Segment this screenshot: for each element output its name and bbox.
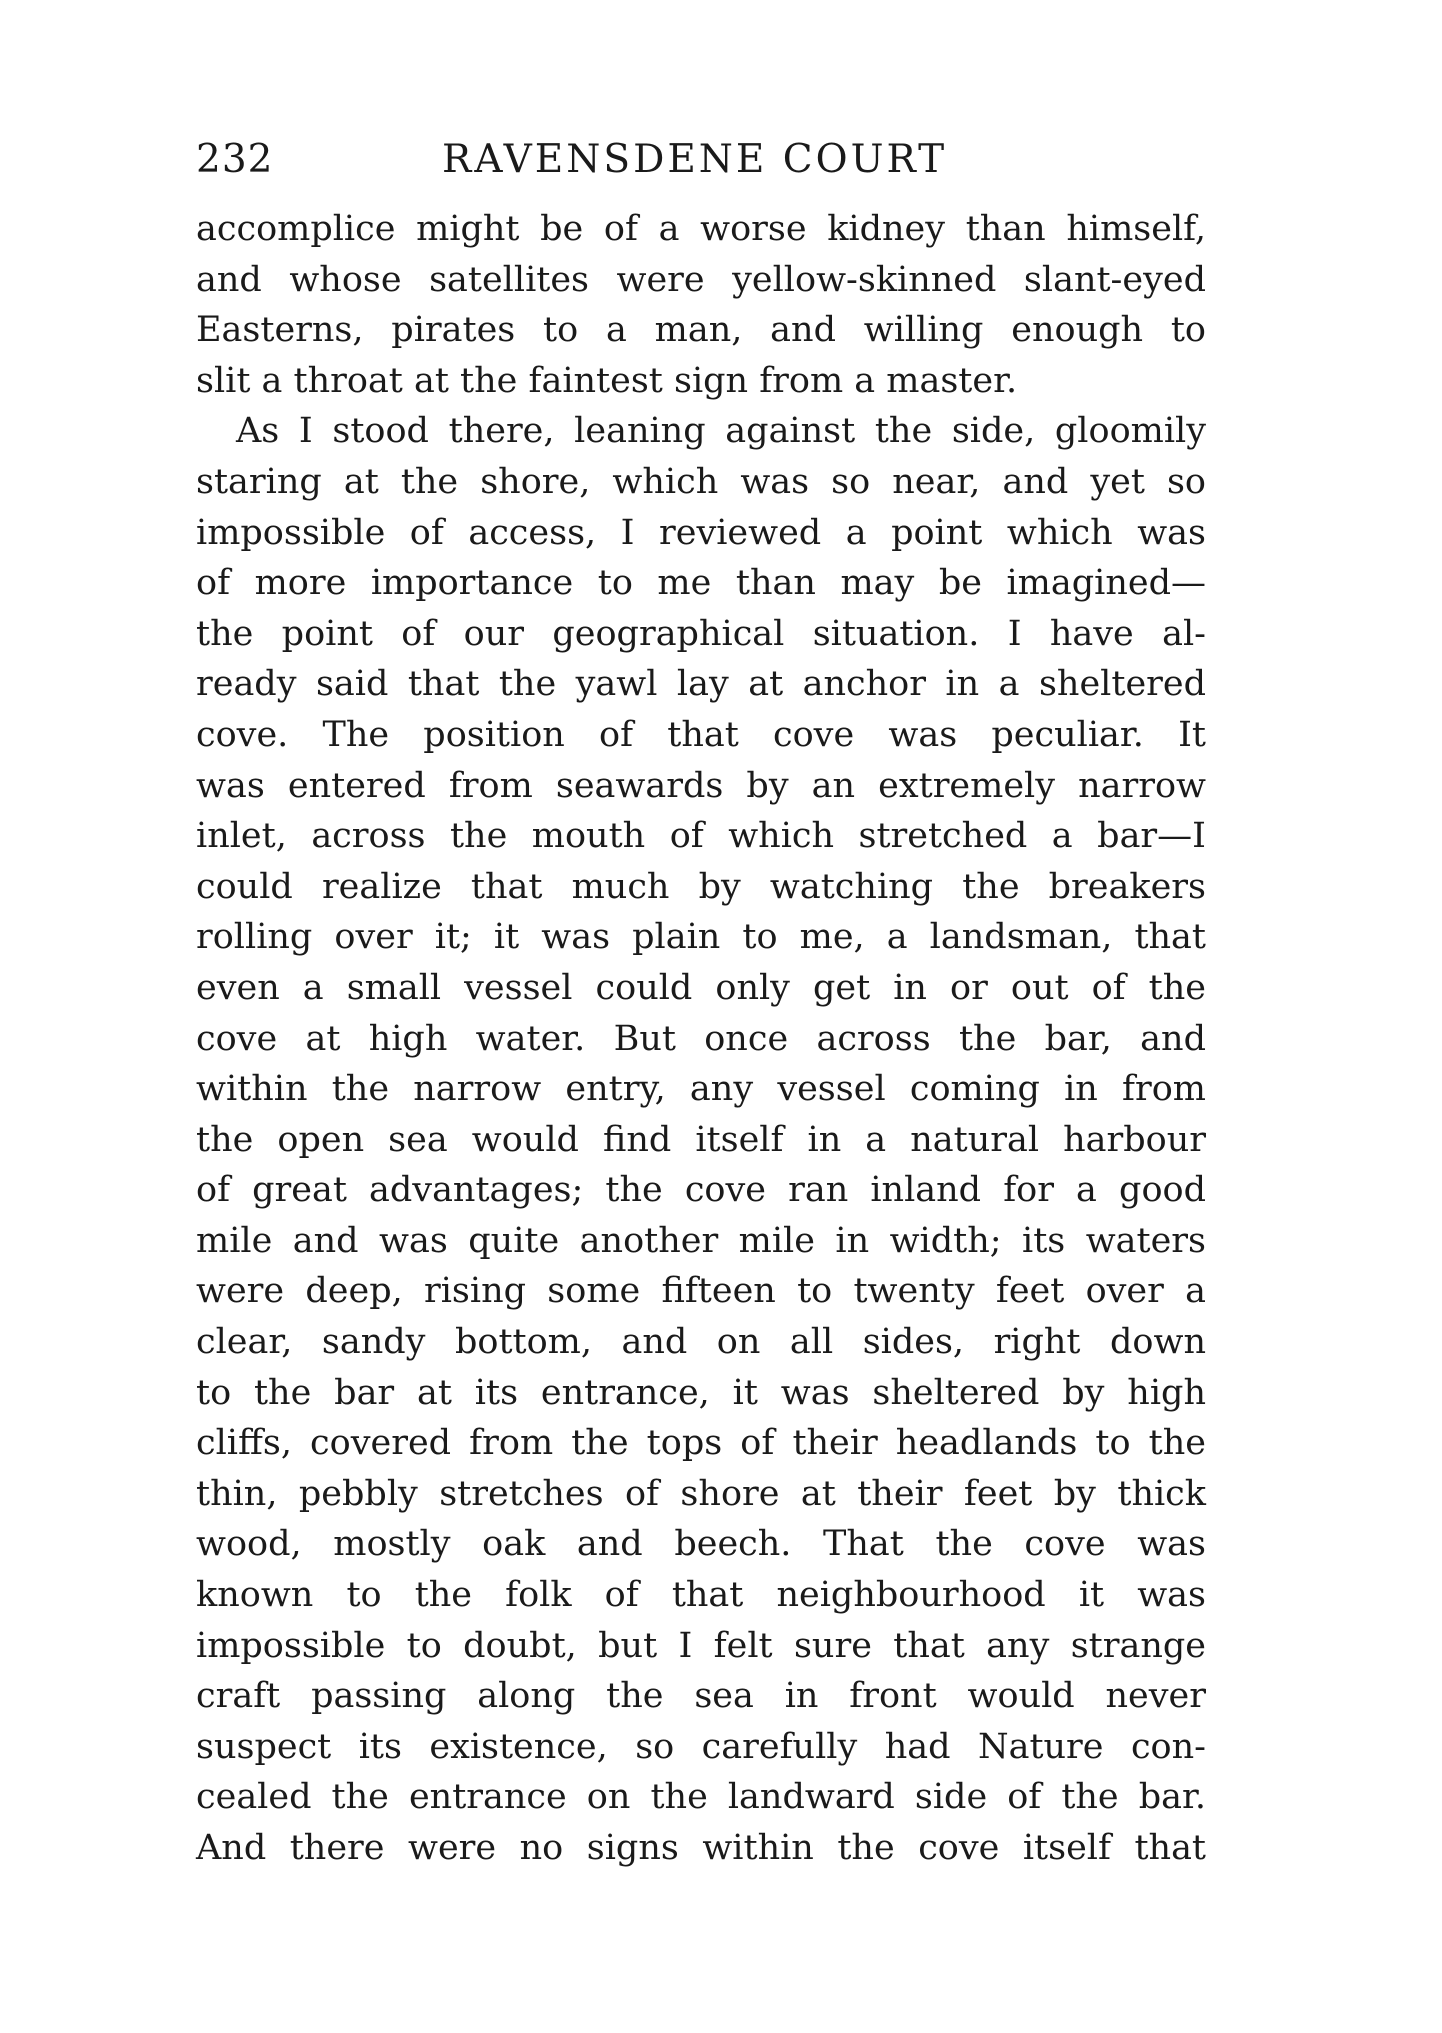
text-line: known to the folk of that neighbourhood it was — [196, 1575, 1206, 1616]
text-line: to the bar at its entrance, it was sheltered by high — [196, 1372, 1206, 1413]
text-line: thin, pebbly stretches of shore at their feet by thick — [196, 1473, 1206, 1514]
text-line: the point of our geographical situation. I have al- — [196, 613, 1206, 654]
text-line: cove. The position of that cove was peculiar. It — [196, 714, 1206, 755]
text-line: impossible to doubt, but I felt sure that any strange — [196, 1625, 1206, 1666]
page-number: 232 — [196, 137, 274, 182]
text-line: suspect its existence, so carefully had Nature con- — [196, 1726, 1206, 1767]
text-line: craft passing along the sea in front would never — [196, 1676, 1206, 1717]
text-line: cove at high water. But once across the bar, and — [196, 1018, 1206, 1059]
text-line: was entered from seawards by an extremely narrow — [196, 765, 1206, 806]
text-line: mile and was quite another mile in width; its waters — [196, 1220, 1206, 1261]
text-line: the open sea would find itself in a natural harbour — [196, 1119, 1206, 1160]
text-line: ready said that the yawl lay at anchor in a sheltered — [196, 664, 1206, 705]
running-title: RAVENSDENE COURT — [442, 137, 948, 182]
text-line: wood, mostly oak and beech. That the cove was — [196, 1524, 1206, 1565]
text-line: accomplice might be of a worse kidney than himself, — [196, 209, 1206, 249]
text-line: even a small vessel could only get in or out of the — [196, 967, 1206, 1008]
text-line: could realize that much by watching the breakers — [196, 866, 1206, 907]
text-line: Easterns, pirates to a man, and willing enough to — [196, 310, 1206, 351]
text-line: inlet, across the mouth of which stretched a bar—I — [196, 816, 1206, 857]
text-line: and whose satellites were yellow-skinned slant-eyed — [196, 259, 1206, 300]
body-text — [196, 204, 1206, 1874]
text-line: of more importance to me than may be imagined— — [196, 563, 1206, 604]
paragraph-start-line: As I stood there, leaning against the side, gloomily — [236, 411, 1206, 452]
text-line: staring at the shore, which was so near, and yet so — [196, 461, 1206, 502]
text-line: rolling over it; it was plain to me, a landsman, that — [196, 917, 1206, 958]
text-line: within the narrow entry, any vessel coming in from — [196, 1069, 1206, 1110]
text-line: clear, sandy bottom, and on all sides, right down — [196, 1322, 1206, 1363]
text-line: were deep, rising some fifteen to twenty feet over a — [196, 1271, 1206, 1312]
text-line: And there were no signs within the cove itself that — [196, 1828, 1206, 1868]
text-line: cealed the entrance on the landward side of the bar. — [196, 1777, 1206, 1818]
text-line: impossible of access, I reviewed a point which was — [196, 512, 1206, 553]
text-line: of great advantages; the cove ran inland for a good — [196, 1170, 1206, 1211]
running-head — [196, 136, 1206, 184]
text-line: cliffs, covered from the tops of their headlands to the — [196, 1423, 1206, 1464]
text-line: slit a throat at the faintest sign from a master. — [196, 360, 1018, 401]
